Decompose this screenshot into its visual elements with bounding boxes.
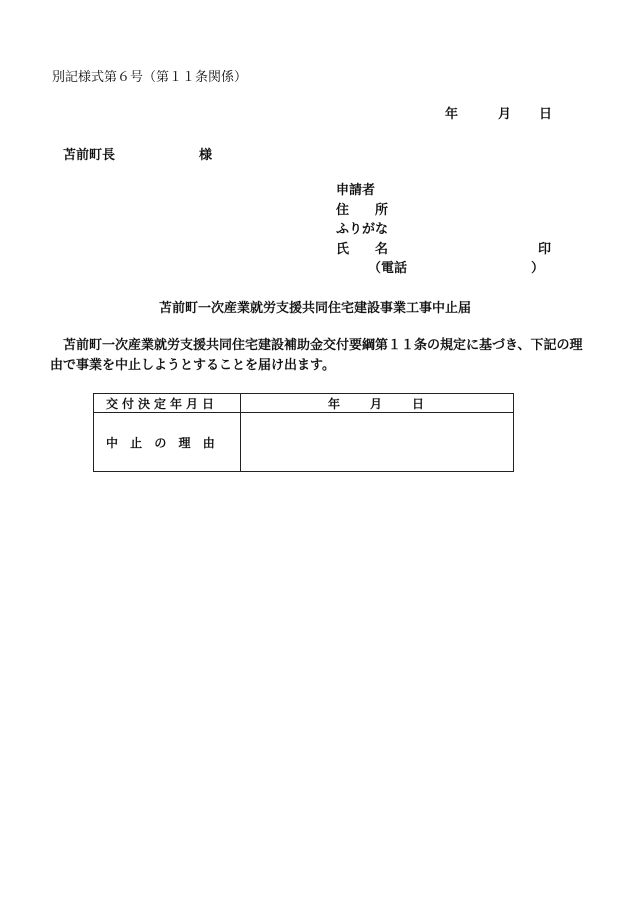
form-number: 別記様式第６号（第１１条関係） [52,70,248,85]
year-label: 年 [444,107,458,122]
table-row [94,413,514,472]
submission-date [445,103,552,122]
stop-reason-label: 中 止 の 理 由 [94,413,241,472]
addressee-suffix: 様 [199,148,213,163]
day-label: 日 [538,107,552,122]
phone-label: （電話 [368,261,408,276]
document-title: 苫前町一次産業就労支援共同住宅建設事業工事中止届 [158,301,471,316]
address-label: 住 所 [336,202,389,218]
decision-date-value: 年 月 日 [241,394,514,413]
name-label: 氏 名 [336,241,389,257]
applicant-heading: 申請者 [336,183,376,198]
table-row [94,394,514,413]
name-row [336,240,556,260]
phone-close-paren: ） [530,261,544,276]
month-label: 月 [497,107,511,122]
applicant-block [336,181,556,279]
addressee [63,144,212,163]
stop-info-table [93,393,514,472]
phone-row [336,259,556,279]
furigana-label: ふりがな [336,222,389,237]
stop-reason-value [241,413,514,472]
addressee-name: 苫前町長 [63,148,116,163]
document-body: 苫前町一次産業就労支援共同住宅建設補助金交付要綱第１１条の規定に基づき、下記の理由で事業を中止しようとすることを届け出ます。 [50,338,583,373]
decision-date-label: 交付決定年月日 [94,394,241,413]
seal-label: 印 [537,241,551,257]
